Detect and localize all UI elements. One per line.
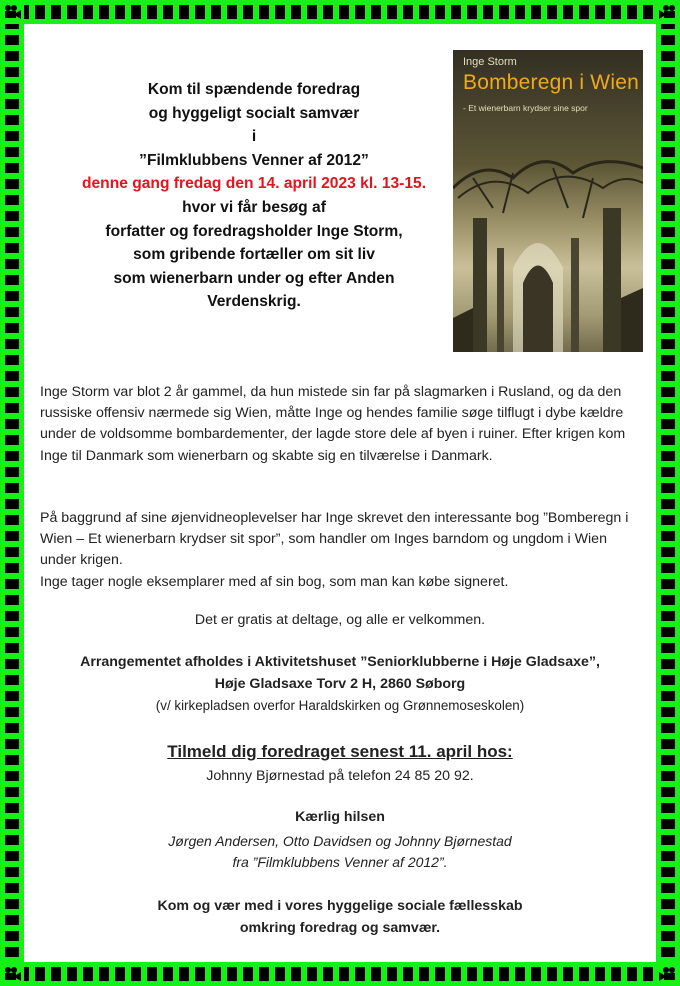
greeting: Kærlig hilsen [295, 809, 385, 825]
intro-line: forfatter og foredragsholder Inge Storm, [105, 222, 403, 240]
venue-block [24, 652, 656, 717]
venue-address: Høje Gladsaxe Torv 2 H, 2860 Søborg [214, 675, 466, 692]
paragraph-text: Inge tager nogle eksemplarer med af sin bog, som man kan købe signeret. [40, 573, 509, 590]
signer-club: fra ”Filmklubbens Venner af 2012”. [232, 853, 448, 870]
film-strip-border-bottom [0, 962, 680, 986]
paragraph-text: På baggrund af sine øjenvidneoplevelser har Inge skrevet den interessante bog ”Bomberegn i Wien – Et wienerbarn krydser sit spor”, som handler om Inges barndom og ungdom i Wien under krigen. [40, 510, 629, 569]
book-author: Inge Storm [463, 56, 517, 68]
signers [24, 831, 656, 872]
signer-names: Jørgen Andersen, Otto Davidsen og Johnny Bjørnestad [168, 833, 512, 849]
signup-heading: Tilmeld dig foredraget senest 11. april hos: [167, 742, 513, 761]
venue-note: (v/ kirkepladsen overfor Haraldskirken og Grønnemoseskolen) [155, 698, 525, 713]
film-strip-border-top [0, 0, 680, 24]
film-strip-border-right [656, 0, 680, 986]
book-subtitle: - Et wienerbarn krydser sine spor [463, 103, 588, 113]
signup-contact: Johnny Bjørnestad på telefon 24 85 20 92. [206, 768, 474, 784]
book-title: Bomberegn i Wien [463, 71, 639, 94]
paragraph-book [40, 508, 644, 593]
closing-message [24, 896, 656, 939]
intro-line: og hyggeligt socialt samvær [148, 104, 360, 122]
intro-line: som gribende fortæller om sit liv [133, 246, 375, 264]
paragraph-text: Inge Storm var blot 2 år gammel, da hun mistede sin far på slagmarken i Rusland, og da den russiske offensiv nærmede sig Wien, måtte Inge og hendes familie søge tilflugt i dybe kældre under de voldsomme bombardementer, der lagde store dele af byen i ruiner. Efter krigen kom Inge til Danmark som wienerbarn og skabte sig en tilværelse i Danmark. [40, 384, 626, 464]
event-intro [64, 78, 444, 314]
closing-line: Kom og vær med i vores hyggelige sociale fællesskab [157, 898, 523, 914]
cathedral-ruins-illustration [453, 118, 643, 352]
intro-line: i [251, 128, 257, 146]
intro-line: hvor vi får besøg af [182, 198, 326, 216]
paragraph-background [40, 382, 644, 467]
film-camera-icon [656, 962, 680, 986]
event-date: denne gang fredag den 14. april 2023 kl. 13-15. [81, 175, 427, 193]
free-admission-text: Det er gratis at deltage, og alle er velkommen. [194, 612, 486, 628]
poster-content [24, 24, 656, 962]
film-camera-icon [0, 962, 24, 986]
club-name: ”Filmklubbens Venner af 2012” [139, 151, 369, 169]
film-camera-icon [0, 0, 24, 24]
film-strip-border-left [0, 0, 24, 986]
book-cover-image [453, 50, 643, 352]
intro-line: Kom til spændende foredrag [147, 81, 361, 98]
intro-line: som wienerbarn under og efter Anden [113, 269, 395, 287]
film-camera-icon [656, 0, 680, 24]
closing-line: omkring foredrag og samvær. [239, 919, 441, 936]
venue-line: Arrangementet afholdes i Aktivitetshuset ”Seniorklubberne i Høje Gladsaxe”, [80, 654, 600, 670]
intro-line: Verdenskrig. [207, 293, 301, 311]
